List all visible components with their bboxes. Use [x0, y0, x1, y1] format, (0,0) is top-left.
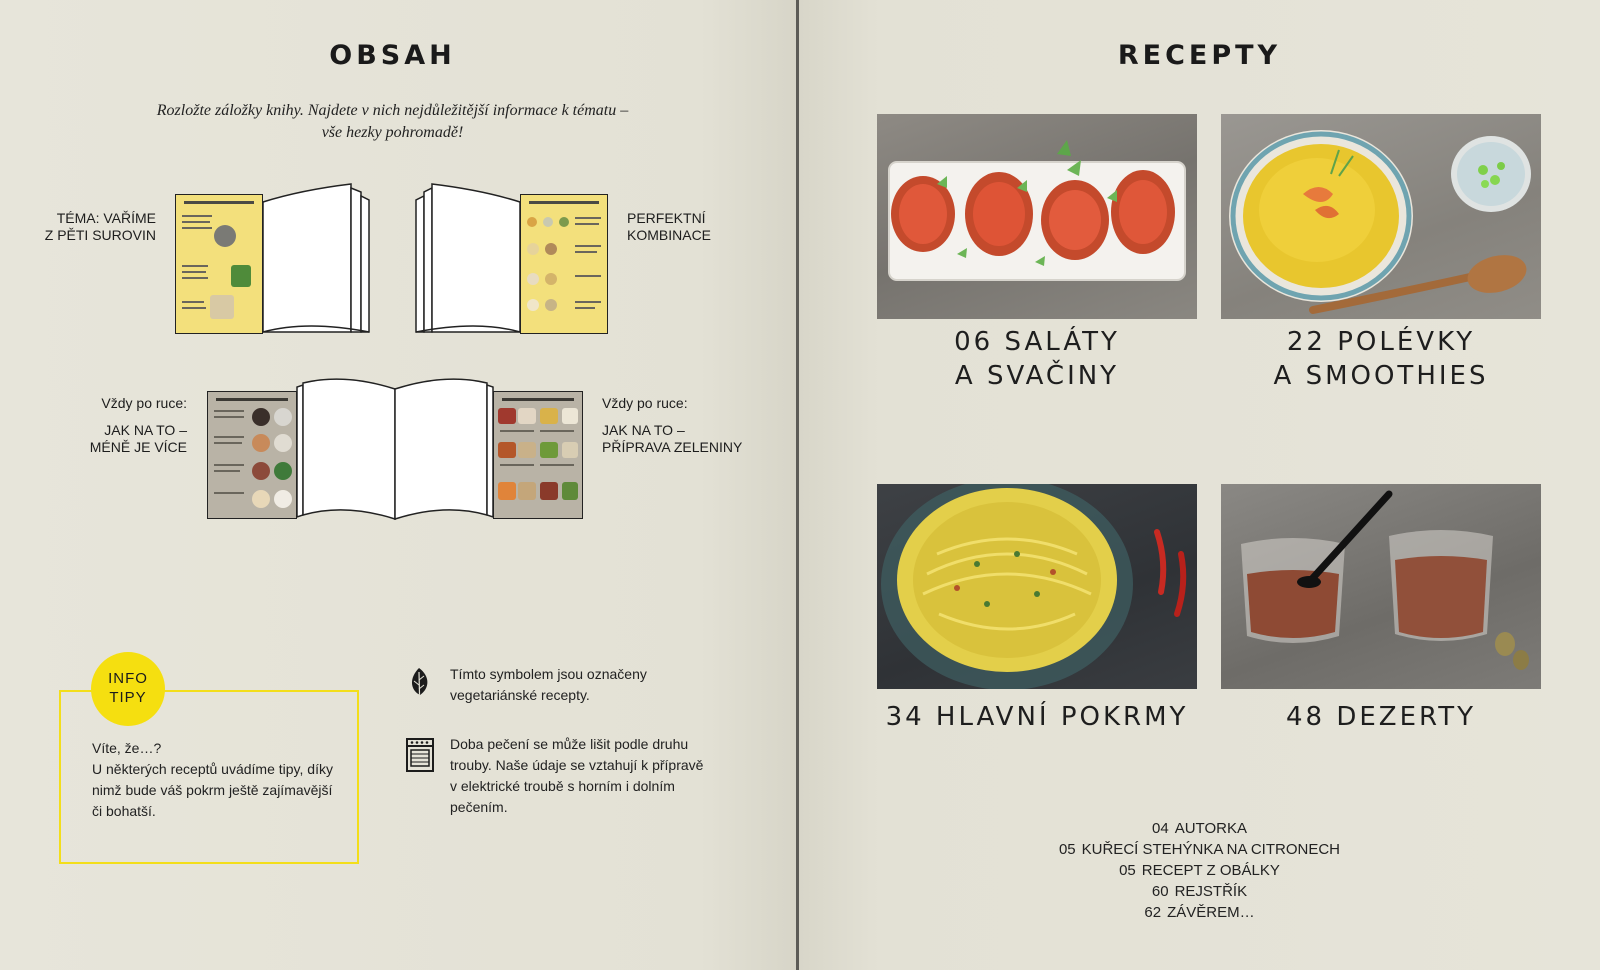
left-page — [0, 0, 796, 970]
intro-line-1: Rozložte záložky knihy. Najdete v nich nejdůležitější informace k tématu – — [156, 102, 629, 119]
page-title-recepty: RECEPTY — [1117, 40, 1282, 71]
info-tipy-badge — [91, 652, 165, 726]
label-perfektni — [627, 210, 777, 244]
flap-page-priprava-zeleniny — [493, 391, 583, 519]
label-vzdy-left — [40, 395, 187, 456]
toc-item-autorka[interactable] — [799, 818, 1600, 839]
label-jak-right-line-2: PŘÍPRAVA ZELENINY — [602, 439, 743, 455]
photo-spaghetti[interactable] — [877, 484, 1197, 689]
toc-label: REJSTŘÍK — [1174, 883, 1248, 900]
oven-legend-line-3: v elektrické troubě s horním i dolním — [450, 778, 675, 794]
oven-legend-line-1: Doba pečení se může lišit podle druhu — [450, 736, 689, 752]
open-book-pages — [295, 375, 495, 520]
page-title-obsah: OBSAH — [329, 40, 456, 71]
category-polevky-line-1: 22 POLÉVKY — [1286, 327, 1476, 357]
info-text-line-2: U některých receptů uvádíme tipy, díky — [92, 761, 333, 777]
category-dezerty-line-1: 48 DEZERTY — [1286, 702, 1476, 732]
oven-icon — [406, 738, 434, 777]
right-page — [799, 0, 1600, 970]
category-hlavni-pokrmy-line-1: 34 HLAVNÍ POKRMY — [885, 702, 1189, 732]
label-jak-right-line-1: JAK NA TO – — [602, 422, 685, 438]
label-perfektni-line-2: KOMBINACE — [627, 227, 712, 243]
toc-page-number: 05 — [1058, 841, 1076, 858]
toc-page-number: 05 — [1119, 862, 1136, 879]
info-text-line-4: či bohatší. — [92, 803, 156, 819]
toc-item-rejstrik[interactable] — [799, 881, 1600, 902]
label-vzdy-right — [602, 395, 782, 456]
label-tema-line-2: Z PĚTI SUROVIN — [44, 227, 156, 243]
leaf-legend-line-1: Tímto symbolem jsou označeny — [450, 666, 647, 682]
toc-item-kureci-stehynka[interactable] — [799, 839, 1600, 860]
photo-chocolate-dessert[interactable] — [1221, 484, 1541, 689]
label-tema — [30, 210, 156, 244]
oven-legend-line-2: trouby. Naše údaje se vztahují k přípravě — [450, 757, 704, 773]
oven-legend-text — [450, 734, 760, 818]
photo-bruschetta[interactable] — [877, 114, 1197, 319]
book-illustration-kombinace — [412, 182, 612, 337]
info-tipy-text — [92, 738, 342, 822]
book-illustration-jak-na-to — [205, 375, 585, 520]
photo-soup[interactable] — [1221, 114, 1541, 319]
category-salaty[interactable] — [877, 325, 1197, 393]
oven-legend-line-4: pečením. — [450, 799, 508, 815]
open-book-pages — [261, 182, 375, 337]
toc-page-number: 60 — [1151, 883, 1169, 900]
toc-label: RECEPT Z OBÁLKY — [1141, 862, 1280, 879]
label-vzdy-right-line: Vždy po ruce: — [602, 395, 688, 411]
leaf-legend-text — [450, 664, 740, 706]
toc-page-number: 04 — [1152, 820, 1169, 837]
leaf-legend-line-2: vegetariánské recepty. — [450, 687, 590, 703]
toc-page-number: 62 — [1144, 904, 1162, 921]
book-illustration-tema — [173, 182, 375, 337]
intro-line-2: vše hezky pohromadě! — [321, 124, 464, 141]
label-vzdy-left-line: Vždy po ruce: — [101, 395, 187, 411]
category-salaty-line-1: 06 SALÁTY — [954, 327, 1120, 357]
toc-item-zaverem[interactable] — [799, 902, 1600, 923]
flap-page-mene-je-vice — [207, 391, 297, 519]
category-polevky-line-2: A SMOOTHIES — [1273, 361, 1489, 391]
toc-label: ZÁVĚREM… — [1167, 904, 1255, 921]
info-text-line-1: Víte, že…? — [92, 740, 162, 756]
label-jak-left-line-1: JAK NA TO – — [104, 422, 187, 438]
toc-item-recept-z-obalky[interactable] — [799, 860, 1600, 881]
additional-contents-list — [799, 818, 1600, 923]
toc-label: AUTORKA — [1174, 820, 1247, 837]
open-book-pages — [412, 182, 524, 337]
flap-page-tema — [175, 194, 263, 334]
info-text-line-3: nimž bude váš pokrm ještě zajímavější — [92, 782, 333, 798]
category-salaty-line-2: A SVAČINY — [954, 361, 1120, 391]
leaf-icon — [408, 666, 430, 705]
info-badge-line-1: INFO — [108, 670, 148, 687]
label-perfektni-line-1: PERFEKTNÍ — [627, 210, 706, 226]
category-dezerty[interactable] — [1221, 700, 1541, 734]
flap-page-kombinace — [520, 194, 608, 334]
info-badge-line-2: TIPY — [109, 689, 147, 706]
label-tema-line-1: TÉMA: VAŘÍME — [56, 210, 156, 226]
toc-label: KUŘECÍ STEHÝNKA NA CITRONECH — [1081, 841, 1341, 858]
intro-text — [120, 100, 665, 144]
label-jak-left-line-2: MÉNĚ JE VÍCE — [89, 439, 187, 455]
category-hlavni-pokrmy[interactable] — [877, 700, 1197, 734]
category-polevky[interactable] — [1221, 325, 1541, 393]
